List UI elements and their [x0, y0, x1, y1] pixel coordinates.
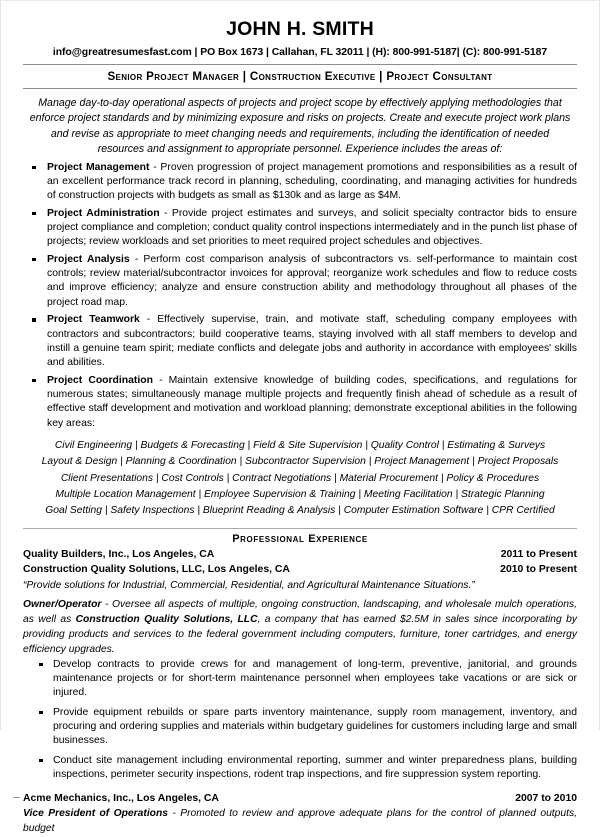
- employer-name: Acme Mechanics, Inc., Los Angeles, CA: [23, 793, 219, 805]
- competency-label: Project Analysis: [47, 253, 130, 265]
- key-areas-line: Client Presentations | Cost Controls | Contract Negotiations | Material Procurement | Policy & Procedures: [60, 472, 540, 484]
- key-areas-line: Goal Setting | Safety Inspections | Blueprint Reading & Analysis | Computer Estimation Software | CPR Certified: [45, 505, 555, 517]
- employment-dates: 2011 to Present: [500, 549, 577, 561]
- job-header-row: [23, 792, 577, 807]
- dash-marker-icon: [13, 797, 20, 798]
- competency-label: Project Teamwork: [47, 314, 140, 326]
- list-item: Provide equipment rebuilds or spare parts inventory maintenance, supply room management, inventory, and procuring and ordering supplies and materials within budgetary guidelines for customers including large and small businesses.: [23, 706, 577, 749]
- role-description: [23, 807, 577, 837]
- list-item: [23, 374, 577, 431]
- job-header-row: [23, 563, 577, 578]
- competency-label: Project Management: [47, 161, 150, 173]
- professional-titles: Senior Project Manager | Construction Executive | Project Consultant: [107, 70, 493, 84]
- competency-text: - Proven progression of project management promotions and responsibilities as a result of an excellent performance track record in planning, scheduling, coordinating, and managing activities for hundreds of construction projects with budgets as small as $130k and as large as $4M.: [47, 161, 578, 202]
- candidate-name: JOHN H. SMITH: [226, 18, 374, 40]
- list-item: [23, 313, 577, 370]
- competency-text: - Perform cost comparison analysis of subcontractors vs. self-performance to maintain cost controls; review material/subcontractor invoices for approval; reorganize work schedules and flow to reduce costs and improve efficiency; analyze and ensure construction ability and methodology throughout all phases of the project road map.: [47, 253, 578, 308]
- job-entry: [23, 548, 577, 782]
- competency-text: - Maintain extensive knowledge of building codes, specifications, and regulations for numerous states; simultaneously manage multiple projects and frequently finish ahead of schedule as a result of effective staff development and motivation and workload planning; demonstrate exceptional abilities in the following key areas:: [47, 374, 577, 429]
- employer-name: Quality Builders, Inc., Los Angeles, CA: [23, 549, 215, 561]
- key-areas-block: [23, 434, 577, 525]
- list-item: [23, 253, 577, 310]
- employer-tagline: “Provide solutions for Industrial, Commercial, Residential, and Agricultural Maintenance Situations.”: [23, 579, 475, 591]
- role-text-part-a: - Oversee all aspects of multiple, ongoing construction, landscaping, and wholesale mulch operations, as well as: [23, 598, 577, 625]
- professional-summary: Manage day-to-day operational aspects of projects and project scope by effectively applying methodologies that enforce project standards and by minimizing exposure and risks on projects. Create and execute project work plans and revise as appropriate to meet changing needs and requirements, including the identification of needed resources and assignment to appropriate personnel. Experience includes the areas of:: [29, 97, 571, 155]
- list-item: Conduct site management including environmental reporting, summer and winter preparedness plans, building inspections, perimeter security inspections, rodent trap inspections, and fire suppression system reporting.: [23, 754, 577, 783]
- job-achievement-list: [23, 658, 577, 783]
- role-description: [23, 594, 577, 658]
- resume-header: [23, 19, 577, 89]
- key-areas-line: Civil Engineering | Budgets & Forecasting | Field & Site Supervision | Quality Control | Estimating & Surveys: [54, 440, 546, 452]
- contact-line: info@greatresumesfast.com | PO Box 1673 | Callahan, FL 32011 | (H): 800-991-5187| (C): 800-991-5187: [52, 47, 548, 59]
- competency-list: [23, 161, 577, 431]
- job-header-row: [23, 548, 577, 563]
- role-text-part-a: - Promoted to review and approve adequate plans for the control of planned outputs, budget: [23, 808, 577, 835]
- employment-dates: 2007 to 2010: [515, 793, 577, 805]
- job-title: Vice President of Operations: [23, 808, 168, 820]
- employer-name: Construction Quality Solutions, LLC, Los Angeles, CA: [23, 564, 290, 576]
- employment-dates: 2010 to Present: [500, 564, 577, 576]
- list-item: Develop contracts to provide crews for and management of long-term, preventive, janitorial, and grounds maintenance projects or for short-term maintenance personnel when employees take vacations or are sick or injured.: [23, 658, 577, 701]
- section-heading-experience: Professional Experience: [232, 533, 368, 546]
- key-areas-line: Layout & Design | Planning & Coordination | Subcontractor Supervision | Project Management | Project Proposals: [41, 456, 559, 468]
- experience-section: [23, 525, 577, 837]
- company-emphasis: Construction Quality Solutions, LLC: [75, 613, 258, 625]
- competency-label: Project Administration: [47, 207, 160, 219]
- list-item: [23, 207, 577, 250]
- competency-text: - Provide project estimates and surveys, and solicit specialty contractor bids to ensure project compliance and completion; conduct quality control inspections intermediately and in the punch list phase of projects; review workloads and set priorities to meet required project schedules and objectives.: [47, 207, 577, 248]
- competency-text: - Effectively supervise, train, and motivate staff, scheduling company employees with contractors and subcontractors; build cooperative teams, staying involved with all staff members to develop and instill a genuine team spirit; mediate conflicts and delegate jobs and authority in accordance with employees' skills and abilities.: [47, 314, 577, 369]
- key-areas-line: Multiple Location Management | Employee Supervision & Training | Meeting Facilitation | Strategic Planning: [55, 488, 545, 500]
- list-item: [23, 161, 577, 204]
- competency-label: Project Coordination: [47, 374, 153, 386]
- job-entry: [23, 787, 577, 837]
- role-text-part-b: , a company that has earned $2.5M in sales since incorporating by providing products and services to the federal government including computers, furniture, toner cartridges, and energy efficiency upgrades.: [23, 613, 577, 655]
- resume-sheet: [1, 1, 599, 837]
- job-title: Owner/Operator: [23, 598, 102, 610]
